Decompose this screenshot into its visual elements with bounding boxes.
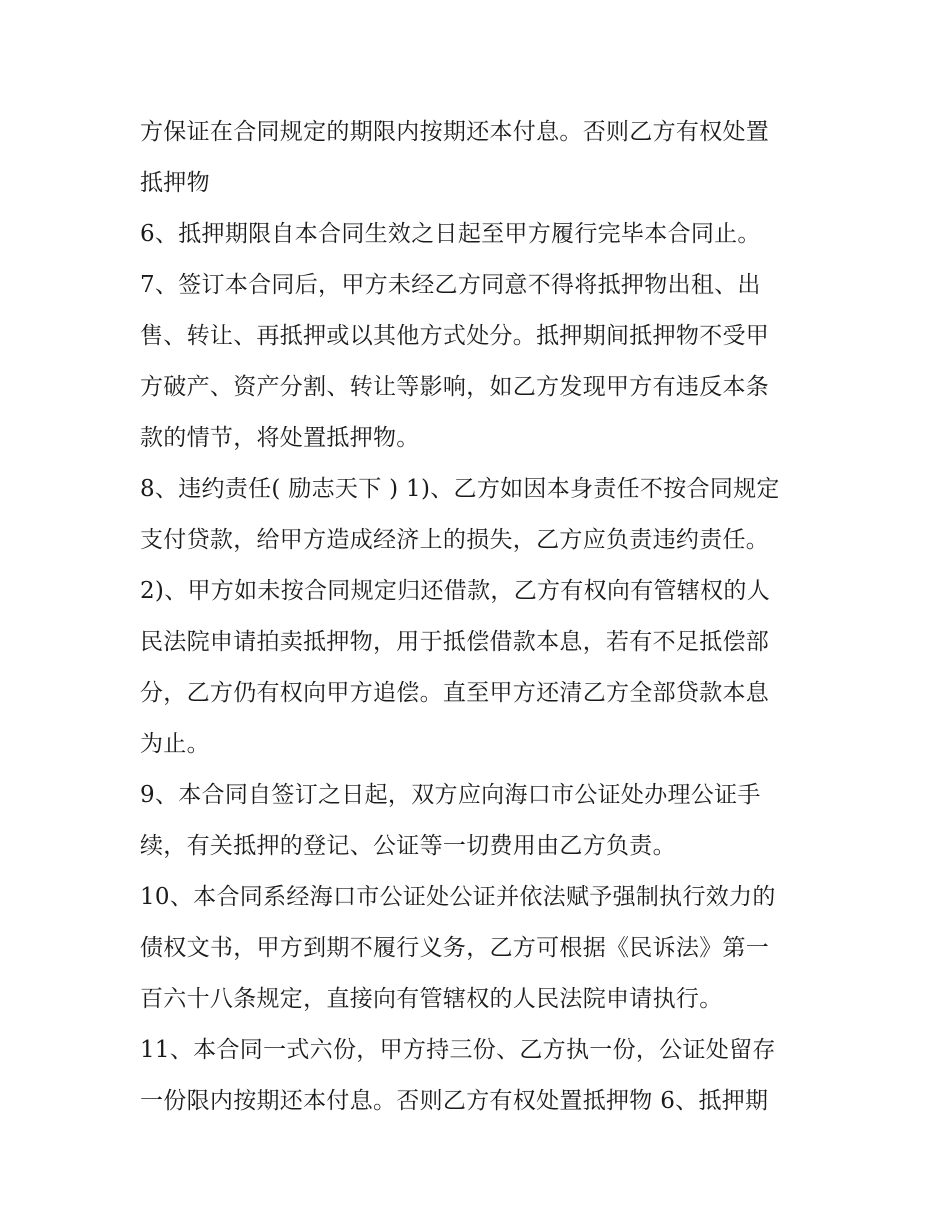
text-line: 8、违约责任( 励志天下 ) 1)、乙方如因本身责任不按合同规定 <box>140 476 780 502</box>
text-line: 方保证在合同规定的期限内按期还本付息。否则乙方有权处置 <box>140 119 770 145</box>
text-line: 续，有关抵押的登记、公证等一切费用由乙方负责。 <box>140 833 676 859</box>
text-line: 款的情节，将处置抵押物。 <box>140 425 420 451</box>
text-line: 抵押物 <box>140 170 210 196</box>
text-line: 方破产、资产分割、转让等影响，如乙方发现甲方有违反本条 <box>140 374 770 400</box>
text-line: 为止。 <box>140 731 210 757</box>
text-line: 9、本合同自签订之日起，双方应向海口市公证处办理公证手 <box>140 782 761 808</box>
text-line: 分，乙方仍有权向甲方追偿。直至甲方还清乙方全部贷款本息 <box>140 680 770 706</box>
text-line: 2)、甲方如未按合同规定归还借款，乙方有权向有管辖权的人 <box>140 578 771 604</box>
text-line: 7、签订本合同后，甲方未经乙方同意不得将抵押物出租、出 <box>140 272 761 298</box>
text-line: 售、转让、再抵押或以其他方式处分。抵押期间抵押物不受甲 <box>140 323 770 349</box>
text-line: 一份限内按期还本付息。否则乙方有权处置抵押物 6、抵押期 <box>140 1088 769 1114</box>
text-line: 百六十八条规定，直接向有管辖权的人民法院申请执行。 <box>140 986 723 1012</box>
document-body <box>140 107 820 1127</box>
text-line: 民法院申请拍卖抵押物，用于抵偿借款本息，若有不足抵偿部 <box>140 629 770 655</box>
text-line: 10、本合同系经海口市公证处公证并依法赋予强制执行效力的 <box>140 884 776 910</box>
text-line: 11、本合同一式六份，甲方持三份、乙方执一份，公证处留存 <box>140 1037 776 1063</box>
text-line: 支付贷款，给甲方造成经济上的损失，乙方应负责违约责任。 <box>140 527 770 553</box>
text-line: 债权文书，甲方到期不履行义务，乙方可根据《民诉法》第一 <box>140 935 770 961</box>
text-line: 6、抵押期限自本合同生效之日起至甲方履行完毕本合同止。 <box>140 221 761 247</box>
